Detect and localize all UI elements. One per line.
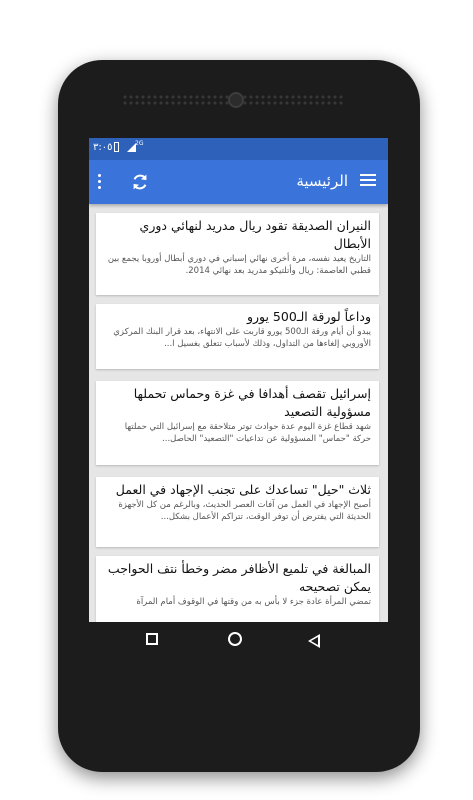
network-type: 2G (135, 140, 144, 147)
system-nav-bar (89, 622, 388, 660)
article-card[interactable] (96, 477, 379, 547)
status-time: ٣:٠٥ (93, 142, 113, 153)
article-title: إسرائيل تقصف أهدافا في غزة وحماس تحملها مسؤولية التصعيد (133, 386, 371, 419)
back-icon[interactable] (308, 634, 320, 648)
page-title: الرئيسية (296, 172, 348, 190)
news-feed[interactable] (89, 204, 388, 622)
article-title: وداعاً لورقة الـ500 يورو (246, 309, 371, 324)
battery-icon (114, 142, 119, 152)
article-card[interactable] (96, 381, 379, 465)
article-title: ثلاث "حيل" تساعدك على تجنب الإجهاد في العمل (115, 482, 371, 497)
article-summary: أصبح الإجهاد في العمل من آفات العصر الحديث، وبالرغم من كل الأجهزة الحديثة التي يفترض أن توفر الوقت، تتراكم الأعمال بشكل... (118, 500, 371, 522)
article-summary: شهد قطاع غزة اليوم عدة حوادث توتر متلاحقة مع إسرائيل التي حملتها حركة "حماس" المسؤولية عن تداعيات "التصعيد" الحاصل... (124, 422, 371, 444)
article-title: المبالغة في تلميع الأظافر مضر وخطأ نتف الحواجب يمكن تصحيحه (107, 561, 371, 594)
home-icon[interactable] (228, 632, 242, 646)
status-bar (89, 138, 388, 160)
article-summary: يبدو أن أيام ورقة الـ500 يورو قاربت على الانتهاء، بعد قرار البنك المركزي الأوروبي إلغاءها من التداول، وذلك لأسباب تتعلق بغسيل ا... (113, 327, 371, 349)
more-vert-icon[interactable] (96, 172, 104, 192)
refresh-icon[interactable] (129, 171, 151, 193)
article-summary: التاريخ يعيد نفسه، مرة أخرى نهائي إسباني في دوري أبطال أوروبا يجمع بين قطبي العاصمة: ريال وأتلتيكو مدريد بعد نهائي 2014. (107, 254, 371, 276)
article-title: النيران الصديقة تقود ريال مدريد لنهائي دوري الأبطال (139, 218, 371, 251)
article-card[interactable] (96, 304, 379, 369)
front-camera (228, 92, 244, 108)
article-card[interactable] (96, 556, 379, 622)
menu-icon[interactable] (360, 174, 376, 187)
app-screen (89, 138, 388, 622)
app-bar (89, 160, 388, 204)
recents-icon[interactable] (146, 633, 158, 645)
article-card[interactable] (96, 213, 379, 295)
article-summary: تمضي المرأة عادة جزء لا بأس به من وقتها في الوقوف أمام المرآة (136, 597, 371, 607)
